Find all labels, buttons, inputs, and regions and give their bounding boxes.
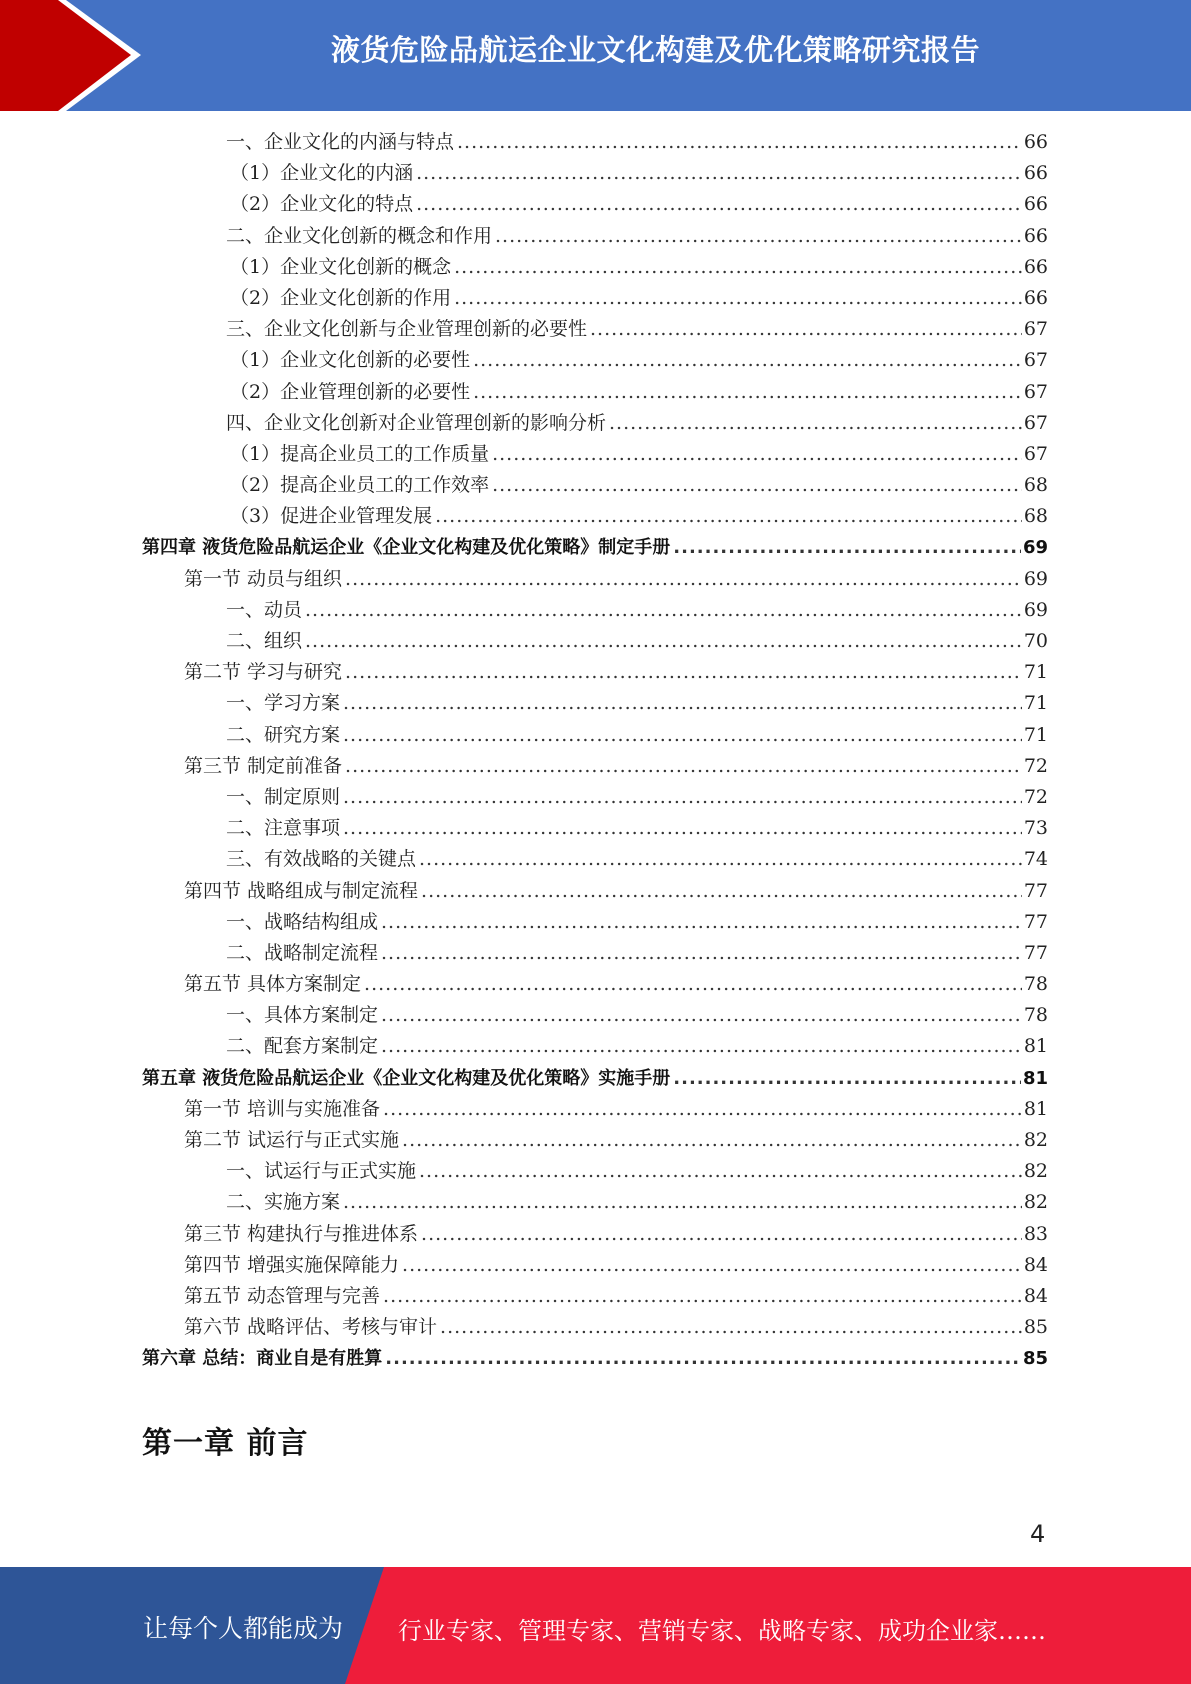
toc-entry[interactable] <box>142 751 1048 782</box>
toc-leader-dots <box>381 938 1022 969</box>
toc-entry-title: 二、实施方案 <box>226 1191 341 1214</box>
toc-entry-page: 84 <box>1023 1284 1048 1307</box>
toc-entry[interactable] <box>142 813 1048 844</box>
toc-entry-page: 66 <box>1023 131 1048 153</box>
toc-entry[interactable] <box>142 595 1048 626</box>
toc-entry-title: 一、具体方案制定 <box>226 1004 379 1027</box>
toc-entry-page: 67 <box>1023 411 1048 434</box>
toc-entry[interactable] <box>142 158 1048 189</box>
toc-leader-dots <box>383 1094 1022 1125</box>
toc-entry-title: 第三节 制定前准备 <box>184 754 343 777</box>
toc-entry-title: 二、战略制定流程 <box>226 941 379 964</box>
toc-entry[interactable] <box>142 657 1048 688</box>
toc-leader-dots <box>435 501 1022 532</box>
toc-entry-title: 第四节 战略组成与制定流程 <box>184 879 419 902</box>
toc-entry-page: 69 <box>1022 537 1048 559</box>
toc-leader-dots <box>416 158 1022 189</box>
toc-entry-title: （1）提高企业员工的工作质量 <box>230 442 490 465</box>
toc-entry-page: 83 <box>1023 1222 1048 1245</box>
toc-entry[interactable] <box>142 1125 1048 1156</box>
toc-entry-title: （1）企业文化创新的必要性 <box>230 349 471 372</box>
toc-leader-dots <box>609 408 1022 439</box>
toc-leader-dots <box>343 813 1022 844</box>
toc-entry[interactable] <box>142 1312 1048 1343</box>
toc-leader-dots <box>454 252 1022 283</box>
toc-entry[interactable] <box>142 626 1048 657</box>
toc-entry-title: 三、企业文化创新与企业管理创新的必要性 <box>226 318 588 341</box>
footer-slogan-left: 让每个人都能成为 <box>143 1614 344 1643</box>
toc-entry[interactable] <box>142 564 1048 595</box>
toc-leader-dots <box>454 283 1022 314</box>
toc-entry-page: 66 <box>1023 193 1048 216</box>
toc-entry-title: 一、制定原则 <box>226 785 341 808</box>
toc-leader-dots <box>421 1219 1022 1250</box>
toc-leader-dots <box>590 314 1022 345</box>
toc-entry-page: 81 <box>1023 1035 1048 1058</box>
toc-entry[interactable] <box>142 1000 1048 1031</box>
toc-entry[interactable] <box>142 408 1048 439</box>
header-arrow-icon <box>0 0 160 111</box>
toc-entry-page: 71 <box>1023 661 1048 684</box>
toc-leader-dots <box>364 969 1022 1000</box>
toc-entry-title: 一、战略结构组成 <box>226 910 379 933</box>
toc-entry[interactable] <box>142 532 1048 563</box>
toc-leader-dots <box>381 1000 1022 1031</box>
toc-entry-page: 66 <box>1023 162 1048 185</box>
toc-leader-dots <box>492 470 1022 501</box>
toc-entry-page: 69 <box>1023 567 1048 590</box>
toc-entry-page: 82 <box>1023 1129 1048 1151</box>
toc-entry-page: 67 <box>1023 442 1048 465</box>
toc-entry[interactable] <box>142 1031 1048 1062</box>
toc-entry-page: 85 <box>1022 1348 1048 1370</box>
toc-entry[interactable] <box>142 221 1048 252</box>
toc-entry-page: 71 <box>1023 723 1048 746</box>
toc-leader-dots <box>440 1312 1022 1343</box>
toc-entry[interactable] <box>142 1187 1048 1218</box>
toc-entry-page: 66 <box>1023 224 1048 247</box>
toc-entry-page: 78 <box>1023 973 1048 996</box>
toc-entry-page: 69 <box>1023 598 1048 621</box>
toc-entry[interactable] <box>142 782 1048 813</box>
toc-entry-page: 72 <box>1023 785 1048 808</box>
toc-entry-page: 66 <box>1023 286 1048 309</box>
toc-entry-page: 67 <box>1023 318 1048 341</box>
toc-entry-page: 82 <box>1023 1160 1048 1183</box>
toc-entry-title: 二、注意事项 <box>226 817 341 840</box>
toc-entry-title: 第四章 液货危险品航运企业《企业文化构建及优化策略》制定手册 <box>142 537 671 559</box>
toc-entry-title: 第六章 总结：商业自是有胜算 <box>142 1348 383 1370</box>
toc-entry-page: 77 <box>1023 910 1048 933</box>
toc-leader-dots <box>495 221 1022 252</box>
toc-leader-dots <box>343 1187 1022 1218</box>
toc-entry-title: （2）提高企业员工的工作效率 <box>230 474 490 497</box>
toc-entry-page: 78 <box>1023 1004 1048 1027</box>
toc-entry-title: 第一节 培训与实施准备 <box>184 1097 381 1120</box>
toc-leader-dots <box>305 595 1022 626</box>
toc-leader-dots <box>421 876 1022 907</box>
toc-leader-dots <box>381 907 1022 938</box>
toc-entry[interactable] <box>142 439 1048 470</box>
toc-entry-title: （2）企业管理创新的必要性 <box>230 380 471 403</box>
toc-entry-page: 81 <box>1022 1067 1048 1089</box>
page-footer <box>0 1567 1191 1684</box>
toc-entry-title: 第六节 战略评估、考核与审计 <box>184 1316 438 1339</box>
toc-entry[interactable] <box>142 345 1048 376</box>
toc-entry[interactable] <box>142 688 1048 719</box>
toc-entry[interactable] <box>142 314 1048 345</box>
toc-entry[interactable] <box>142 844 1048 875</box>
toc-leader-dots <box>402 1125 1022 1156</box>
toc-entry-title: 第五节 动态管理与完善 <box>184 1284 381 1307</box>
page-header <box>0 0 1191 111</box>
toc-entry-page: 68 <box>1023 505 1048 528</box>
toc-entry-title: （1）企业文化创新的概念 <box>230 255 452 278</box>
toc-entry[interactable] <box>142 127 1048 158</box>
toc-leader-dots <box>345 751 1022 782</box>
toc-entry-page: 74 <box>1023 848 1048 871</box>
toc-entry[interactable] <box>142 470 1048 501</box>
toc-entry[interactable] <box>142 969 1048 1000</box>
toc-entry-page: 77 <box>1023 941 1048 964</box>
toc-entry-title: 一、动员 <box>226 598 303 621</box>
toc-entry-title: 第五节 具体方案制定 <box>184 973 362 996</box>
toc-entry-page: 67 <box>1023 380 1048 403</box>
toc-leader-dots <box>402 1250 1022 1281</box>
toc-leader-dots <box>345 564 1022 595</box>
toc-leader-dots <box>385 1343 1021 1374</box>
toc-entry[interactable] <box>142 907 1048 938</box>
toc-leader-dots <box>473 377 1022 408</box>
toc-entry-page: 85 <box>1023 1316 1048 1339</box>
page-number: 4 <box>1030 1520 1046 1548</box>
toc-entry-title: 二、配套方案制定 <box>226 1035 379 1058</box>
toc-leader-dots <box>416 189 1022 220</box>
toc-entry-title: 一、企业文化的内涵与特点 <box>226 131 455 153</box>
toc-entry-title: （2）企业文化的特点 <box>230 193 414 216</box>
toc-entry-page: 84 <box>1023 1253 1048 1276</box>
toc-leader-dots <box>673 1063 1021 1094</box>
toc-entry-title: （1）企业文化的内涵 <box>230 162 414 185</box>
toc-leader-dots <box>383 1281 1022 1312</box>
toc-leader-dots <box>343 688 1022 719</box>
toc-entry[interactable] <box>142 1156 1048 1187</box>
toc-entry-page: 70 <box>1023 630 1048 652</box>
toc-entry-title: 二、研究方案 <box>226 723 341 746</box>
toc-entry[interactable] <box>142 1063 1048 1094</box>
toc-entry[interactable] <box>142 1281 1048 1312</box>
toc-entry-page: 77 <box>1023 879 1048 902</box>
chapter-heading: 第一章 前言 <box>142 1426 309 1461</box>
toc-leader-dots <box>419 844 1022 875</box>
toc-entry[interactable] <box>142 938 1048 969</box>
toc-entry[interactable] <box>142 252 1048 283</box>
toc-entry-page: 67 <box>1023 349 1048 372</box>
toc-entry[interactable] <box>142 720 1048 751</box>
toc-entry[interactable] <box>142 189 1048 220</box>
toc-entry-page: 68 <box>1023 474 1048 497</box>
footer-slogan-right: 行业专家、管理专家、营销专家、战略专家、成功企业家…… <box>398 1617 1046 1645</box>
toc-entry-title: （2）企业文化创新的作用 <box>230 286 452 309</box>
toc-leader-dots <box>419 1156 1022 1187</box>
table-of-contents <box>142 127 1048 1375</box>
toc-entry-page: 82 <box>1023 1191 1048 1214</box>
toc-leader-dots <box>305 626 1022 657</box>
toc-leader-dots <box>343 782 1022 813</box>
toc-entry-title: （3）促进企业管理发展 <box>230 505 433 528</box>
toc-leader-dots <box>492 439 1022 470</box>
toc-entry-title: 第四节 增强实施保障能力 <box>184 1253 400 1276</box>
toc-entry[interactable] <box>142 1343 1048 1374</box>
toc-leader-dots <box>381 1031 1022 1062</box>
toc-entry-title: 第二节 试运行与正式实施 <box>184 1129 400 1151</box>
toc-entry-page: 66 <box>1023 255 1048 278</box>
header-title: 液货危险品航运企业文化构建及优化策略研究报告 <box>330 33 980 67</box>
toc-leader-dots <box>457 127 1022 158</box>
toc-entry[interactable] <box>142 1219 1048 1250</box>
toc-entry[interactable] <box>142 501 1048 532</box>
toc-leader-dots <box>343 720 1022 751</box>
toc-entry-title: 一、试运行与正式实施 <box>226 1160 417 1183</box>
toc-leader-dots <box>473 345 1022 376</box>
toc-entry-page: 81 <box>1023 1097 1048 1120</box>
toc-entry[interactable] <box>142 876 1048 907</box>
toc-entry-title: 第二节 学习与研究 <box>184 661 343 684</box>
toc-entry-title: 第三节 构建执行与推进体系 <box>184 1222 419 1245</box>
toc-leader-dots <box>673 532 1021 563</box>
toc-entry-title: 第五章 液货危险品航运企业《企业文化构建及优化策略》实施手册 <box>142 1067 671 1089</box>
toc-entry-page: 73 <box>1023 817 1048 840</box>
toc-entry-title: 二、组织 <box>226 630 303 652</box>
toc-entry[interactable] <box>142 377 1048 408</box>
toc-entry-page: 72 <box>1023 754 1048 777</box>
toc-entry[interactable] <box>142 1094 1048 1125</box>
toc-entry-page: 71 <box>1023 692 1048 715</box>
toc-entry[interactable] <box>142 1250 1048 1281</box>
toc-entry-title: 第一节 动员与组织 <box>184 567 343 590</box>
toc-entry-title: 四、企业文化创新对企业管理创新的影响分析 <box>226 411 607 434</box>
toc-entry-title: 一、学习方案 <box>226 692 341 715</box>
toc-entry-title: 二、企业文化创新的概念和作用 <box>226 224 493 247</box>
toc-entry[interactable] <box>142 283 1048 314</box>
toc-leader-dots <box>345 657 1022 688</box>
toc-entry-title: 三、有效战略的关键点 <box>226 848 417 871</box>
